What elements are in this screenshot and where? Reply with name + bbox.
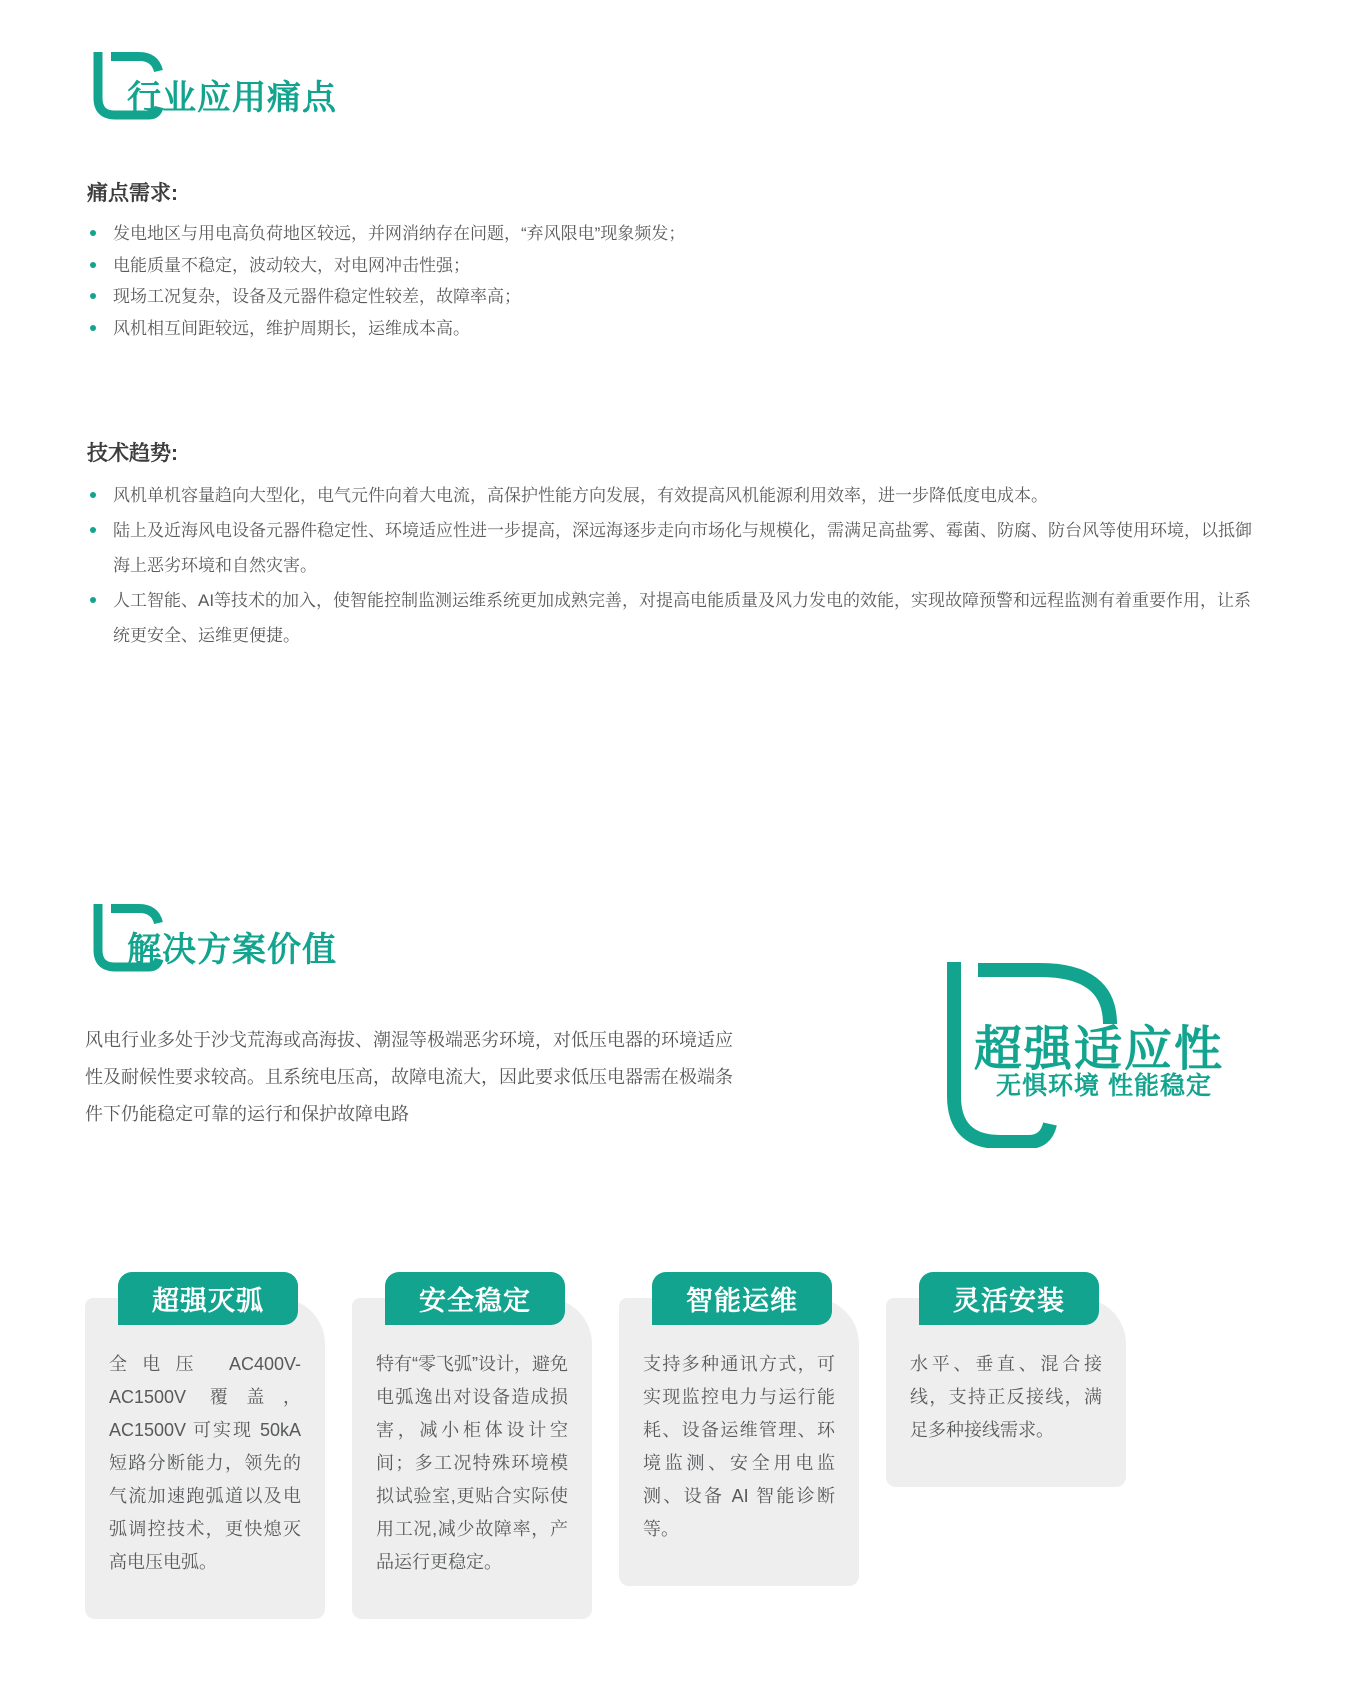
section-header-solution	[85, 900, 605, 992]
card-title: 灵活安装	[919, 1272, 1099, 1325]
list-item	[85, 250, 1260, 282]
solution-paragraph: 风电行业多处于沙戈荒海或高海拔、潮湿等极端恶劣环境，对低压电器的环境适应性及耐候性要求较高。且系统电压高，故障电流大，因此要求低压电器需在极端条件下仍能稳定可靠的运行和保护故障电路	[85, 1030, 733, 1124]
bullet-dot-icon	[90, 262, 96, 268]
list-item	[85, 513, 1260, 583]
pain-demands-block	[85, 180, 1260, 344]
bullet-dot-icon	[90, 492, 96, 498]
list-item	[85, 281, 1260, 313]
pain-demands-list	[85, 218, 1260, 344]
bullet-dot-icon	[90, 230, 96, 236]
tech-trends-list	[85, 478, 1260, 653]
section-header-pain	[85, 48, 605, 140]
card-body-text: 水平、垂直、混合接线，支持正反接线，满足多种接线需求。	[886, 1298, 1126, 1487]
bullet-dot-icon	[90, 597, 96, 603]
feature-card-flexible-install	[886, 1272, 1126, 1487]
list-item-text: 现场工况复杂，设备及元器件稳定性较差，故障率高；	[113, 287, 521, 306]
section-title-solution: 解决方案价值	[127, 931, 337, 969]
pain-demands-heading: 痛点需求:	[87, 182, 178, 205]
list-item-text: 风机单机容量趋向大型化，电气元件向着大电流，高保护性能方向发展，有效提高风机能源利用效率，进一步降低度电成本。	[113, 486, 1048, 505]
list-item-text: 电能质量不稳定，波动较大，对电网冲击性强；	[113, 255, 470, 275]
card-title: 安全稳定	[385, 1272, 565, 1325]
feature-card-arc-extinguishing	[85, 1272, 325, 1619]
list-item	[85, 313, 1260, 345]
list-item-text: 发电地区与用电高负荷地区较远，并网消纳存在问题，“弃风限电”现象频发；	[113, 224, 686, 243]
card-body-text: 特有“零飞弧”设计，避免电弧逸出对设备造成损害，减小柜体设计空间；多工况特殊环境模拟试验室,更贴合实际使用工况,减少故障率，产品运行更稳定。	[352, 1298, 592, 1619]
banner-subtitle: 无惧环境 性能稳定	[996, 1072, 1212, 1100]
list-item	[85, 478, 1260, 513]
list-item	[85, 583, 1260, 653]
tech-trends-block	[85, 440, 1260, 653]
bullet-dot-icon	[90, 527, 96, 533]
bullet-dot-icon	[90, 293, 96, 299]
banner-title: 超强适应性	[974, 1023, 1225, 1076]
list-item-text: 陆上及近海风电设备元器件稳定性、环境适应性进一步提高，深远海逐步走向市场化与规模化，需满足高盐雾、霉菌、防腐、防台风等使用环境，以抵御海上恶劣环境和自然灾害。	[113, 521, 1252, 575]
section-title-pain: 行业应用痛点	[127, 79, 337, 117]
list-item-text: 风机相互间距较远，维护周期长，运维成本高。	[113, 318, 470, 338]
list-item-text: 人工智能、AI等技术的加入，使智能控制监测运维系统更加成熟完善，对提高电能质量及风力发电的效能，实现故障预警和远程监测有着重要作用，让系统更安全、运维更便捷。	[113, 591, 1252, 645]
feature-cards-row	[0, 1272, 1350, 1692]
card-body-text: 全电压 AC400V-AC1500V 覆盖，AC1500V 可实现 50kA 短路分断能力，领先的气流加速跑弧道以及电弧调控技术，更快熄灭高电压电弧。	[85, 1298, 325, 1619]
card-title: 超强灭弧	[118, 1272, 298, 1325]
bullet-dot-icon	[90, 325, 96, 331]
card-body-text: 支持多种通讯方式，可实现监控电力与运行能耗、设备运维管理、环境监测、安全用电监测、设备 AI 智能诊断等。	[619, 1298, 859, 1586]
feature-card-safety-stability	[352, 1272, 592, 1619]
card-title: 智能运维	[652, 1272, 832, 1325]
list-item	[85, 218, 1260, 250]
feature-card-smart-ops	[619, 1272, 859, 1586]
tech-trends-heading: 技术趋势:	[87, 442, 178, 465]
